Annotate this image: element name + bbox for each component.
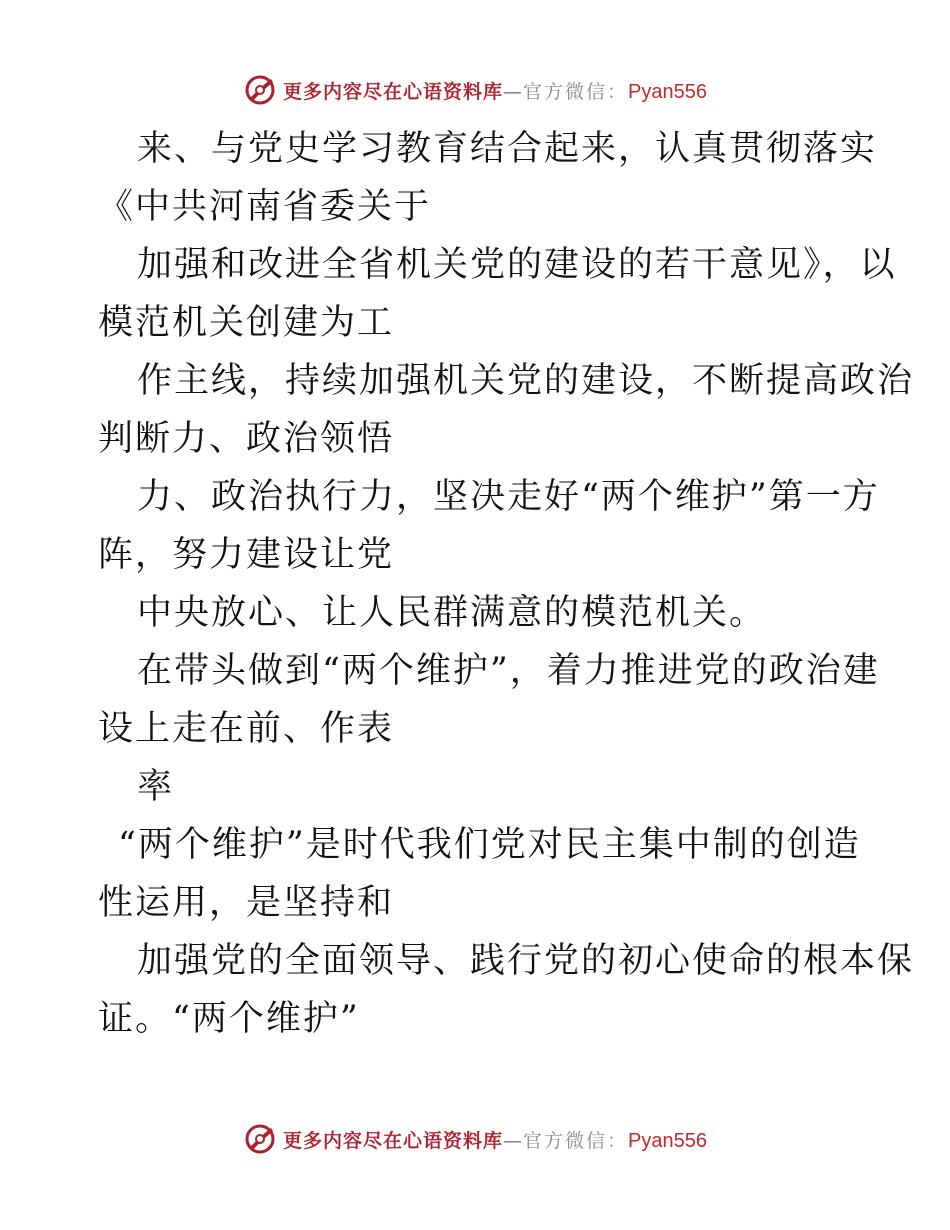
text-line: 力、政治执行力，坚决走好“两个维护”第一方 — [137, 477, 880, 517]
text-line: 设上走在前、作表 — [98, 709, 395, 749]
text-line: 来、与党史学习教育结合起来，认真贯彻落实 — [137, 129, 878, 169]
watermark-brand: 更多内容尽在心语资料库 — [283, 1129, 504, 1152]
text-line: 证。“两个维护” — [98, 999, 360, 1039]
watermark-text — [283, 1126, 707, 1153]
watermark-label: 官方微信： — [523, 80, 629, 103]
text-line: 阵，努力建设让党 — [98, 535, 395, 575]
text-line: 加强党的全面领导、践行党的初心使命的根本保 — [137, 941, 915, 981]
text-line: “两个维护”是时代我们党对民主集中制的创造 — [118, 825, 861, 865]
pen-logo-icon — [243, 73, 277, 107]
header-watermark — [0, 72, 950, 108]
footer-watermark — [0, 1121, 950, 1157]
watermark-label: 官方微信： — [523, 1129, 629, 1152]
text-line: 作主线，持续加强机关党的建设，不断提高政治 — [137, 361, 915, 401]
watermark-text — [283, 77, 707, 104]
text-line: 性运用，是坚持和 — [98, 883, 395, 923]
watermark-dash: — — [503, 80, 524, 103]
text-line: 率 — [137, 767, 175, 807]
text-line: 在带头做到“两个维护”，着力推进党的政治建 — [137, 651, 880, 691]
pen-logo-icon — [243, 1122, 277, 1156]
text-line: 加强和改进全省机关党的建设的若干意见》，以 — [137, 245, 897, 285]
watermark-dash: — — [503, 1129, 524, 1152]
watermark-id: Pyan556 — [628, 1129, 707, 1152]
text-line: 判断力、政治领悟 — [98, 419, 395, 459]
watermark-brand: 更多内容尽在心语资料库 — [283, 80, 504, 103]
text-line: 中央放心、让人民群满意的模范机关。 — [137, 593, 767, 633]
text-line: 《中共河南省委关于 — [98, 187, 432, 227]
watermark-id: Pyan556 — [628, 80, 707, 103]
text-line: 模范机关创建为工 — [98, 303, 395, 343]
